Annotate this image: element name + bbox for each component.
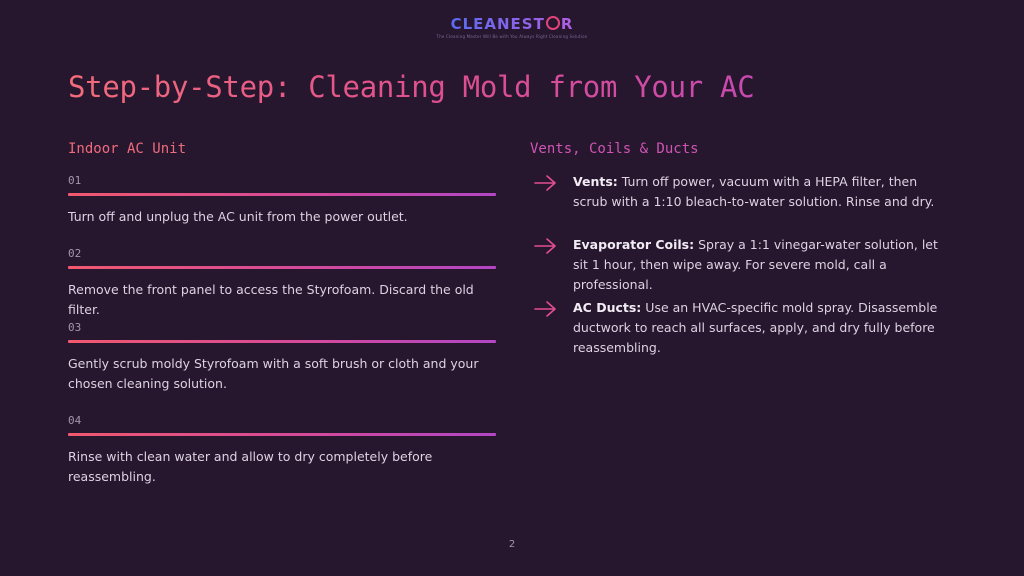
step-item bbox=[68, 247, 496, 320]
step-number: 01 bbox=[68, 174, 82, 187]
step-divider bbox=[68, 340, 496, 343]
arrow-right-icon bbox=[530, 236, 562, 256]
vents-coils-ducts-heading: Vents, Coils & Ducts bbox=[530, 141, 699, 157]
tip-text bbox=[573, 172, 943, 212]
logo-text-start: CLEANEST bbox=[450, 15, 545, 33]
logo-wordmark bbox=[451, 15, 574, 33]
tip-description: Turn off power, vacuum with a HEPA filter, then scrub with a 1:10 bleach-to-water solution. Rinse and dry. bbox=[573, 174, 935, 209]
step-item bbox=[68, 414, 496, 487]
step-divider bbox=[68, 433, 496, 436]
tip-description: Use an HVAC-specific mold spray. Disassemble ductwork to reach all surfaces, apply, and dry fully before reassembling. bbox=[573, 300, 938, 355]
logo-o-icon bbox=[546, 16, 560, 30]
step-number: 04 bbox=[68, 414, 82, 427]
tip-item-ac-ducts bbox=[530, 298, 950, 358]
step-number: 03 bbox=[68, 321, 82, 334]
tip-text bbox=[573, 298, 943, 358]
step-text: Gently scrub moldy Styrofoam with a soft brush or cloth and your chosen cleaning solution. bbox=[68, 356, 479, 391]
step-number: 02 bbox=[68, 247, 82, 260]
brand-logo bbox=[0, 14, 1024, 39]
logo-text-end: R bbox=[560, 15, 574, 33]
step-item bbox=[68, 321, 496, 394]
indoor-unit-heading: Indoor AC Unit bbox=[68, 141, 187, 157]
step-text: Remove the front panel to access the Styrofoam. Discard the old filter. bbox=[68, 282, 474, 317]
arrow-right-icon bbox=[530, 173, 562, 193]
step-divider bbox=[68, 266, 496, 269]
slide-title: Step-by-Step: Cleaning Mold from Your AC bbox=[68, 70, 755, 104]
step-text: Rinse with clean water and allow to dry completely before reassembling. bbox=[68, 449, 433, 484]
logo-tagline: The Cleaning Master Will Be with You Always Right Cleaning Solution bbox=[436, 34, 588, 39]
tip-label: Vents: bbox=[573, 174, 618, 189]
tip-text bbox=[573, 235, 943, 295]
page-number: 2 bbox=[508, 539, 516, 550]
tip-label: AC Ducts: bbox=[573, 300, 642, 315]
arrow-right-icon bbox=[530, 299, 562, 319]
tip-item-evaporator-coils bbox=[530, 235, 950, 295]
tip-item-vents bbox=[530, 172, 950, 212]
step-text: Turn off and unplug the AC unit from the power outlet. bbox=[68, 209, 408, 224]
step-divider bbox=[68, 193, 496, 196]
step-item bbox=[68, 174, 496, 227]
tip-label: Evaporator Coils: bbox=[573, 237, 695, 252]
tip-description: Spray a 1:1 vinegar-water solution, let sit 1 hour, then wipe away. For severe mold, call a professional. bbox=[573, 237, 938, 292]
